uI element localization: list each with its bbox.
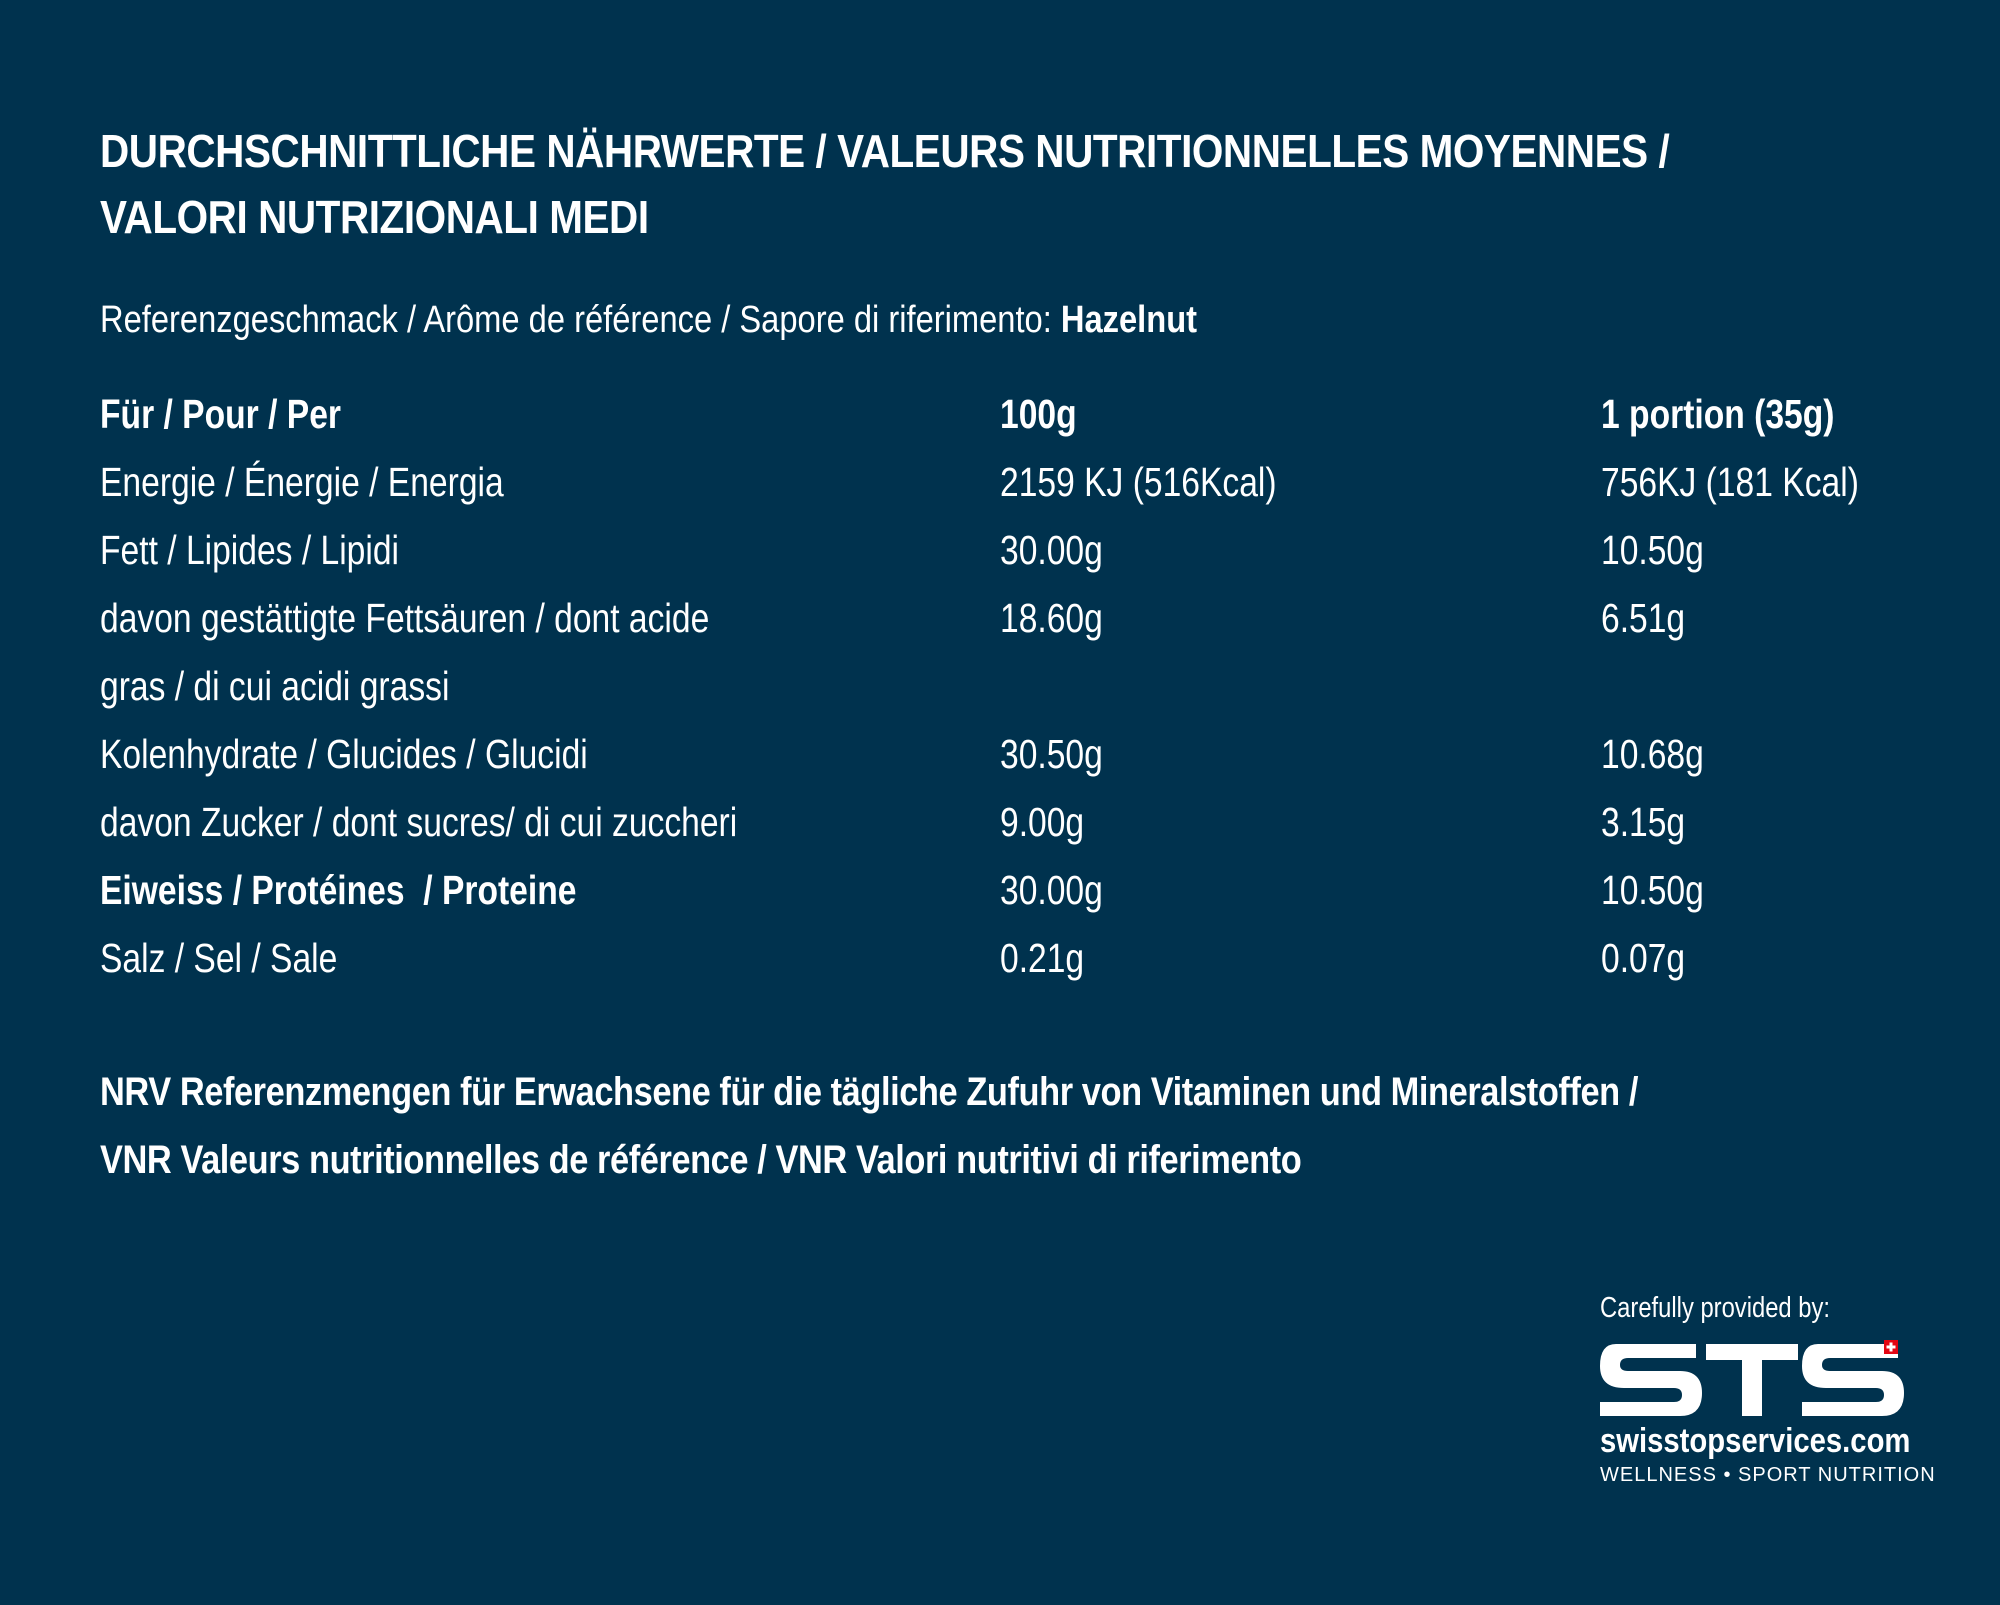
row-value-portion: 756KJ (181 Kcal) xyxy=(1601,459,1859,505)
table-row xyxy=(100,924,1900,992)
reference-flavor xyxy=(100,294,1197,346)
logo-domain: swisstopservices.com xyxy=(1600,1422,1911,1460)
provided-by-label: Carefully provided by: xyxy=(1600,1292,1830,1324)
row-value-100g: 30.00g xyxy=(1000,867,1103,913)
page-title xyxy=(100,118,1684,250)
row-value-portion: 6.51g xyxy=(1601,595,1686,641)
reference-label: Referenzgeschmack / Arôme de référence / Sapore di riferimento: xyxy=(100,299,1052,341)
row-label: Salz / Sel / Sale xyxy=(100,935,338,981)
row-value-portion: 10.68g xyxy=(1601,731,1704,777)
table-row xyxy=(100,788,1900,856)
table-row xyxy=(100,584,1900,720)
row-label: Energie / Énergie / Energia xyxy=(100,459,504,505)
reference-flavor-value: Hazelnut xyxy=(1060,299,1198,341)
table-row xyxy=(100,856,1900,924)
row-value-100g: 30.00g xyxy=(1000,527,1103,573)
nrv-note xyxy=(100,1058,1734,1194)
sts-logo-mark xyxy=(1598,1340,1908,1422)
title-line-2: VALORI NUTRIZIONALI MEDI xyxy=(100,191,649,243)
logo-tagline: WELLNESS • SPORT NUTRITION xyxy=(1600,1464,1936,1486)
row-label: davon Zucker / dont sucres/ di cui zuccheri xyxy=(100,799,738,845)
row-value-100g: 2159 KJ (516Kcal) xyxy=(1000,459,1277,505)
row-value-100g: 18.60g xyxy=(1000,595,1103,641)
row-value-portion: 10.50g xyxy=(1601,867,1704,913)
header-100g: 100g xyxy=(1000,391,1077,437)
row-value-100g: 9.00g xyxy=(1000,799,1085,845)
row-value-100g: 0.21g xyxy=(1000,935,1085,981)
swiss-flag-icon xyxy=(1884,1340,1898,1354)
row-value-portion: 0.07g xyxy=(1601,935,1686,981)
table-row xyxy=(100,720,1900,788)
nrv-line-1: NRV Referenzmengen für Erwachsene für die tägliche Zufuhr von Vitaminen und Mineralstoffen / xyxy=(100,1070,1639,1114)
nutrition-table xyxy=(100,380,1900,992)
row-value-portion: 10.50g xyxy=(1601,527,1704,573)
table-row xyxy=(100,516,1900,584)
row-label: davon gestättigte Fettsäuren / dont acide gras / di cui acidi grassi xyxy=(100,595,710,709)
row-value-portion: 3.15g xyxy=(1601,799,1686,845)
sts-logo xyxy=(1598,1340,1908,1427)
table-header-row xyxy=(100,380,1900,448)
header-per: Für / Pour / Per xyxy=(100,391,341,437)
row-label: Kolenhydrate / Glucides / Glucidi xyxy=(100,731,588,777)
header-portion: 1 portion (35g) xyxy=(1601,391,1835,437)
row-label: Eiweiss / Protéines / Proteine xyxy=(100,867,577,913)
row-value-100g: 30.50g xyxy=(1000,731,1103,777)
title-line-1: DURCHSCHNITTLICHE NÄHRWERTE / VALEURS NUTRITIONNELLES MOYENNES / xyxy=(100,125,1670,177)
row-label: Fett / Lipides / Lipidi xyxy=(100,527,400,573)
table-row xyxy=(100,448,1900,516)
nrv-line-2: VNR Valeurs nutritionnelles de référence / VNR Valori nutritivi di riferimento xyxy=(100,1138,1302,1182)
